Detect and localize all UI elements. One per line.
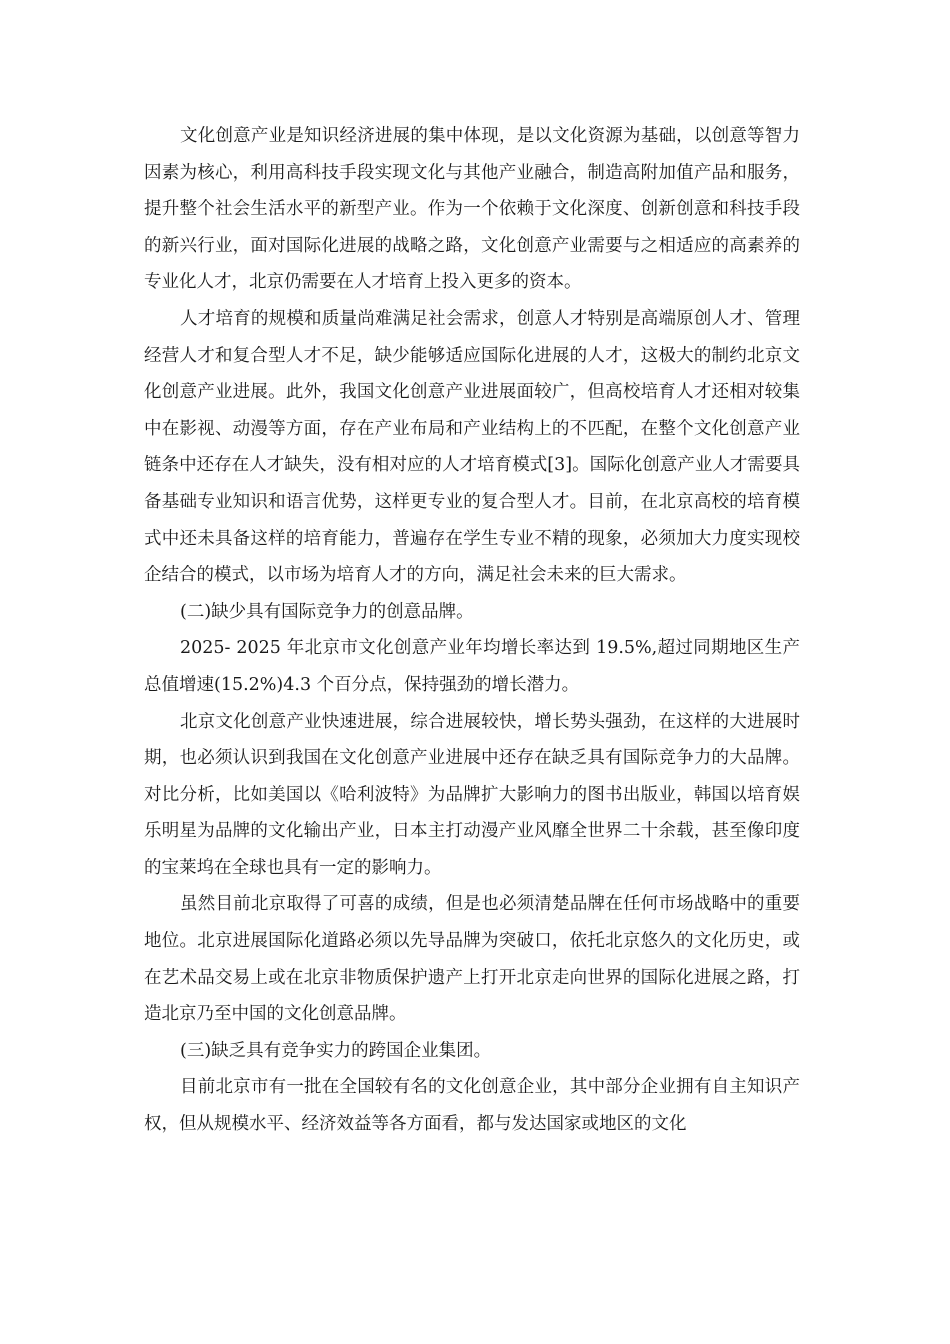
paragraph-brand-comparison: 北京文化创意产业快速进展，综合进展较快，增长势头强劲，在这样的大进展时期，也必须认识到我国在文化创意产业进展中还存在缺乏具有国际竞争力的大品牌。对比分析，比如美国以《哈利波特》为品牌扩大影响力的图书出版业，韩国以培育娱乐明星为品牌的文化输出产业，日本主打动漫产业风靡全世界二十余载，甚至像印度的宝莱坞在全球也具有一定的影响力。 [144, 711, 800, 878]
paragraph-brand-strategy: 虽然目前北京取得了可喜的成绩，但是也必须清楚品牌在任何市场战略中的重要地位。北京进展国际化道路必须以先导品牌为突破口，依托北京悠久的文化历史，或在艺术品交易上或在北京非物质保护遗产上打开北京走向世界的国际化进展之路，打造北京乃至中国的文化创意品牌。 [144, 894, 800, 1025]
section-heading-enterprise: (三)缺乏具有竞争实力的跨国企业集团。 [180, 1040, 492, 1061]
section-heading-brand: (二)缺少具有国际竞争力的创意品牌。 [180, 601, 474, 622]
paragraph-talent: 人才培育的规模和质量尚难满足社会需求，创意人才特别是高端原创人才、管理经营人才和复合型人才不足，缺少能够适应国际化进展的人才，这极大的制约北京文化创意产业进展。此外，我国文化创意产业进展面较广，但高校培育人才还相对较集中在影视、动漫等方面，存在产业布局和产业结构上的不匹配，在整个文化创意产业链条中还存在人才缺失，没有相对应的人才培育模式[3]。国际化创意产业人才需要具备基础专业知识和语言优势，这样更专业的复合型人才。目前，在北京高校的培育模式中还未具备这样的培育能力，普遍存在学生专业不精的现象，必须加大力度实现校企结合的模式，以市场为培育人才的方向，满足社会未来的巨大需求。 [144, 308, 800, 586]
paragraph-enterprise: 目前北京市有一批在全国较有名的文化创意企业，其中部分企业拥有自主知识产权，但从规模水平、经济效益等各方面看，都与发达国家或地区的文化 [144, 1077, 800, 1135]
document-body [144, 118, 800, 1143]
paragraph-intro: 文化创意产业是知识经济进展的集中体现，是以文化资源为基础，以创意等智力因素为核心，利用高科技手段实现文化与其他产业融合，制造高附加值产品和服务，提升整个社会生活水平的新型产业。作为一个依赖于文化深度、创新创意和科技手段的新兴行业，面对国际化进展的战略之路，文化创意产业需要与之相适应的高素养的专业化人才，北京仍需要在人才培育上投入更多的资本。 [144, 126, 800, 293]
paragraph-growth-stats: 2025- 2025 年北京市文化创意产业年均增长率达到 19.5%,超过同期地区生产总值增速(15.2%)4.3 个百分点，保持强劲的增长潜力。 [144, 638, 800, 695]
